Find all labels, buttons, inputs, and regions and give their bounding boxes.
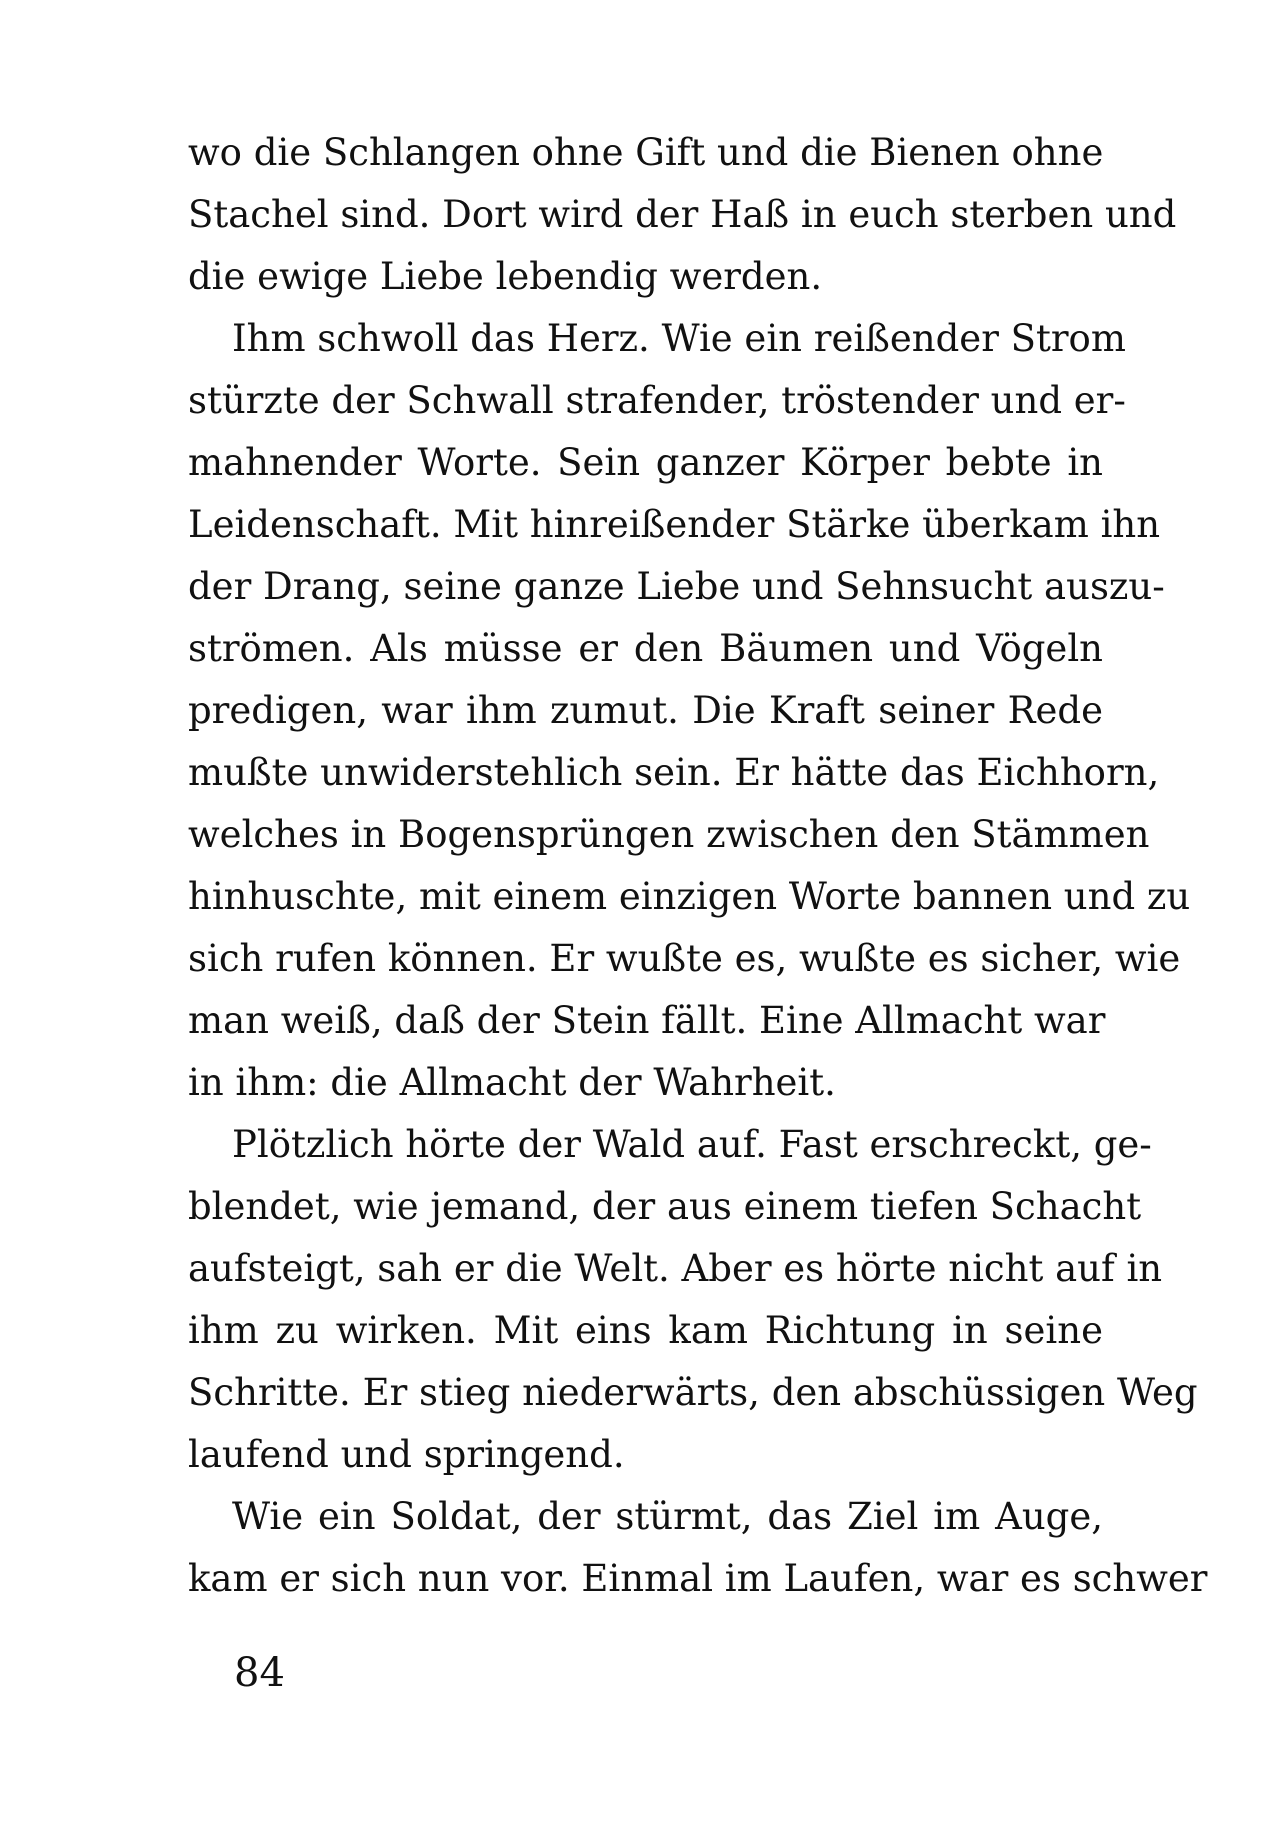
paragraph bbox=[188, 1114, 1198, 1486]
text-line: Wie ein Soldat, der stürmt, das Ziel im Auge, bbox=[232, 1495, 1103, 1538]
text-line: predigen, war ihm zumut. Die Kraft seiner Rede bbox=[188, 689, 1103, 732]
text-line: aufsteigt, sah er die Welt. Aber es hörte nicht auf in bbox=[188, 1247, 1163, 1290]
text-line: laufend und springend. bbox=[188, 1433, 625, 1476]
text-line: die ewige Liebe lebendig werden. bbox=[188, 255, 823, 298]
text-line: hinhuschte, mit einem einzigen Worte bannen und zu bbox=[188, 875, 1191, 918]
text-line: mußte unwiderstehlich sein. Er hätte das Eichhorn, bbox=[188, 751, 1160, 794]
body-text bbox=[188, 122, 1208, 1610]
text-line: Schritte. Er stieg niederwärts, den abschüssigen Weg bbox=[188, 1371, 1198, 1414]
text-line: mahnender Worte. Sein ganzer Körper bebte in bbox=[188, 441, 1103, 484]
text-line: kam er sich nun vor. Einmal im Laufen, war es schwer bbox=[188, 1557, 1208, 1600]
text-line: Stachel sind. Dort wird der Haß in euch sterben und bbox=[188, 193, 1177, 236]
text-line: blendet, wie jemand, der aus einem tiefen Schacht bbox=[188, 1185, 1142, 1228]
paragraph bbox=[188, 308, 1191, 1114]
text-line: in ihm: die Allmacht der Wahrheit. bbox=[188, 1061, 836, 1104]
text-line: wo die Schlangen ohne Gift und die Bienen ohne bbox=[188, 131, 1104, 174]
paragraph bbox=[188, 1486, 1208, 1610]
text-line: stürzte der Schwall strafender, tröstender und er- bbox=[188, 379, 1126, 422]
paragraph bbox=[188, 122, 1177, 308]
text-line: strömen. Als müsse er den Bäumen und Vögeln bbox=[188, 627, 1103, 670]
text-line: ihm zu wirken. Mit eins kam Richtung in seine bbox=[188, 1309, 1103, 1352]
text-line: man weiß, daß der Stein fällt. Eine Allmacht war bbox=[188, 999, 1106, 1042]
text-line: sich rufen können. Er wußte es, wußte es sicher, wie bbox=[188, 937, 1181, 980]
text-line: Leidenschaft. Mit hinreißender Stärke überkam ihn bbox=[188, 503, 1161, 546]
text-line: der Drang, seine ganze Liebe und Sehnsucht auszu- bbox=[188, 565, 1165, 608]
page-number: 84 bbox=[234, 1650, 285, 1696]
text-line: Ihm schwoll das Herz. Wie ein reißender Strom bbox=[232, 317, 1126, 360]
text-line: welches in Bogensprüngen zwischen den Stämmen bbox=[188, 813, 1150, 856]
text-line: Plötzlich hörte der Wald auf. Fast erschreckt, ge- bbox=[232, 1123, 1152, 1166]
